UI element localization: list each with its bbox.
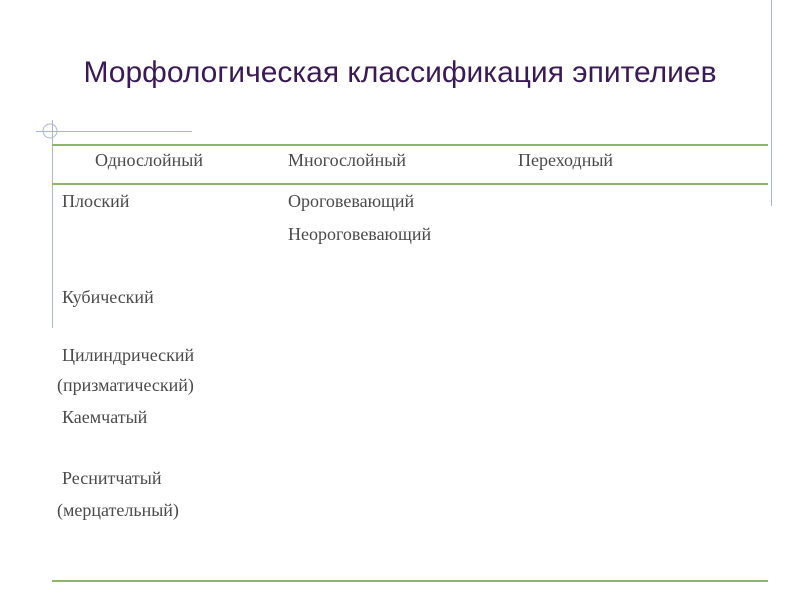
cell-bordered: Каемчатый [62,407,148,427]
table-top-rule [52,144,768,146]
cell-ciliated-alt: (мерцательный) [57,500,179,520]
table-header-rule [52,183,768,185]
cell-flat: Плоский [62,191,130,211]
cell-cuboidal: Кубический [62,287,154,307]
cell-keratinizing: Ороговевающий [288,191,415,211]
slide-title: Морфологическая классификация эпителиев [83,56,717,89]
table-bottom-rule [52,580,768,582]
cell-prismatic: (призматический) [57,375,194,395]
cell-columnar: Цилиндрический [62,345,195,365]
cell-ciliated: Реснитчатый [62,468,162,488]
cell-non-keratinizing: Неороговевающий [288,224,432,244]
header-multi-layer: Многослойный [288,150,406,170]
crosshair-circle-icon [40,121,60,141]
header-single-layer: Однослойный [95,150,203,170]
header-transitional: Переходный [518,150,614,170]
decorative-vertical-line-right [771,0,772,206]
decorative-vertical-line-left [52,120,53,328]
